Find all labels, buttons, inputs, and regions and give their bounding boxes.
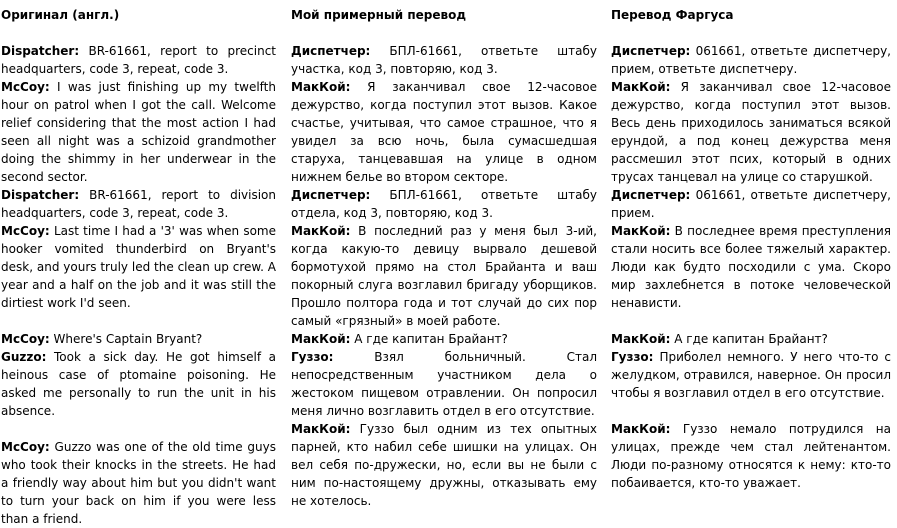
dialogue-line xyxy=(291,186,597,222)
dialogue-line xyxy=(611,186,891,222)
column-original xyxy=(1,6,276,528)
line-text: В последнее время преступления стали носить все более тяжелый характер. Люди как будто посходили с ума. Скоро мир захлебнется в потоке человеческой ненависти. xyxy=(611,224,891,310)
dialogue-line xyxy=(611,348,891,402)
speaker-label: МакКой: xyxy=(611,224,671,238)
speaker-label: McCoy: xyxy=(1,224,50,238)
speaker-label: McCoy: xyxy=(1,80,50,94)
speaker-label: Диспетчер: xyxy=(611,188,691,202)
line-text: Last time I had a '3' was when some hooker vomited thunderbird on Bryant's desk, and yours truly led the clean up crew. A year and a half on the job and it was still the dirtiest work I'd seen. xyxy=(1,224,276,310)
speaker-label: МакКой: xyxy=(291,224,351,238)
line-text: I was just finishing up my twelfth hour on patrol when I got the call. Welcome relief considering that the most action I had seen all night was a schizoid grandmother doing the shimmy in her underwear in the second sector. xyxy=(1,80,276,184)
dialogue-line xyxy=(291,348,597,420)
dialogue-line xyxy=(611,222,891,312)
paragraph-gap xyxy=(1,312,276,330)
line-text: Приболел немного. У него что-то с желудком, отравился, наверное. Он просил чтобы я возглавил отдел в его отсутствие. xyxy=(611,350,891,400)
dialogue-line xyxy=(611,78,891,186)
dialogue-line xyxy=(1,438,276,528)
speaker-label: Dispatcher: xyxy=(1,188,80,202)
dialogue-line xyxy=(291,222,597,330)
dialogue-line xyxy=(1,186,276,222)
line-text: 061661, ответьте диспетчеру, прием. xyxy=(611,188,891,220)
speaker-label: Диспетчер: xyxy=(611,44,691,58)
speaker-label: МакКой: xyxy=(291,422,351,436)
paragraph-gap xyxy=(611,402,891,420)
dialogue-line xyxy=(1,42,276,78)
line-text: Я заканчивал свое 12-часовое дежурство, когда поступил этот вызов. Весь день приходилось заниматься всякой ерундой, а под конец дежурства меня рассмешил этот псих, который в одних трусах танцевал на улице со старушкой. xyxy=(611,80,891,184)
line-text: В последний раз у меня был 3-ий, когда какую-то девицу вырвало дешевой бормотухой прямо на стол Брайанта и ваш покорный слуга возглавил бригаду уборщиков. Прошло полтора года и тот случай до сих пор самый «грязный» в моей работе. xyxy=(291,224,597,328)
dialogue-line xyxy=(611,330,891,348)
line-text: А где капитан Брайант? xyxy=(670,332,828,346)
speaker-label: Dispatcher: xyxy=(1,44,80,58)
dialogue-line xyxy=(1,222,276,312)
speaker-label: МакКой: xyxy=(611,422,671,436)
dialogue-line xyxy=(291,42,597,78)
line-text: Where's Captain Bryant? xyxy=(49,332,203,346)
paragraph-gap xyxy=(1,420,276,438)
line-text: Взял больничный. Стал непосредственным участником дела о жестоком пищевом отравлении. Он попросил меня лично возглавить отдел в его отсутствие. xyxy=(291,350,597,418)
speaker-label: Guzzo: xyxy=(1,350,47,364)
dialogue-line xyxy=(291,78,597,186)
dialogue-line xyxy=(291,420,597,510)
speaker-label: Диспетчер: xyxy=(291,188,371,202)
column-heading: Мой примерный перевод xyxy=(291,8,467,22)
line-text: Гуззо был одним из тех опытных парней, кто набил себе шишки на улицах. Он вел себя по-дружески, но, если вы не были с ним по-настоящему дружны, отказывать ему не хотелось. xyxy=(291,422,597,508)
line-text: Guzzo was one of the old time guys who took their knocks in the streets. He had a friendly way about him but you didn't want to turn your back on him if you were less than a friend. xyxy=(1,440,276,526)
line-text: БПЛ-61661, ответьте штабу отдела, код 3, повторяю, код 3. xyxy=(291,188,597,220)
line-text: Я заканчивал свое 12-часовое дежурство, когда поступил этот вызов. Какое счастье, учитывая, что самое страшное, что я увидел за всю ночь, была сумасшедшая старуха, танцевавшая на улице в одном нижнем белье во втором секторе. xyxy=(291,80,597,184)
dialogue-line xyxy=(611,42,891,78)
line-text: BR-61661, report to division headquarters, code 3, repeat, code 3. xyxy=(1,188,276,220)
dialogue-line xyxy=(611,420,891,492)
line-text: BR-61661, report to precinct headquarters, code 3, repeat, code 3. xyxy=(1,44,276,76)
speaker-label: McCoy: xyxy=(1,332,50,346)
speaker-label: Гуззо: xyxy=(291,350,334,364)
line-text: 061661, ответьте диспетчеру, прием, ответьте диспетчеру. xyxy=(611,44,891,76)
speaker-label: McCoy: xyxy=(1,440,50,454)
speaker-label: Диспетчер: xyxy=(291,44,371,58)
column-heading: Оригинал (англ.) xyxy=(1,8,120,22)
dialogue-line xyxy=(1,348,276,420)
speaker-label: МакКой: xyxy=(291,332,351,346)
speaker-label: МакКой: xyxy=(611,332,671,346)
speaker-label: МакКой: xyxy=(611,80,671,94)
line-text: А где капитан Брайант? xyxy=(350,332,508,346)
line-text: Гуззо немало потрудился на улицах, прежде чем стал лейтенантом. Люди по-разному относятся к нему: кто-то побаивается, кто-то уважает. xyxy=(611,422,891,490)
dialogue-line xyxy=(1,78,276,186)
dialogue-line xyxy=(291,330,597,348)
line-text: Took a sick day. He got himself a heinous case of ptomaine poisoning. He asked me personally to run the unit in his absence. xyxy=(1,350,276,418)
column-heading: Перевод Фаргуса xyxy=(611,8,734,22)
speaker-label: Гуззо: xyxy=(611,350,654,364)
dialogue-line xyxy=(1,330,276,348)
column-my-translation xyxy=(291,6,597,510)
speaker-label: МакКой: xyxy=(291,80,351,94)
line-text: БПЛ-61661, ответьте штабу участка, код 3, повторяю, код 3. xyxy=(291,44,597,76)
paragraph-gap xyxy=(611,312,891,330)
column-fargus-translation xyxy=(611,6,891,492)
